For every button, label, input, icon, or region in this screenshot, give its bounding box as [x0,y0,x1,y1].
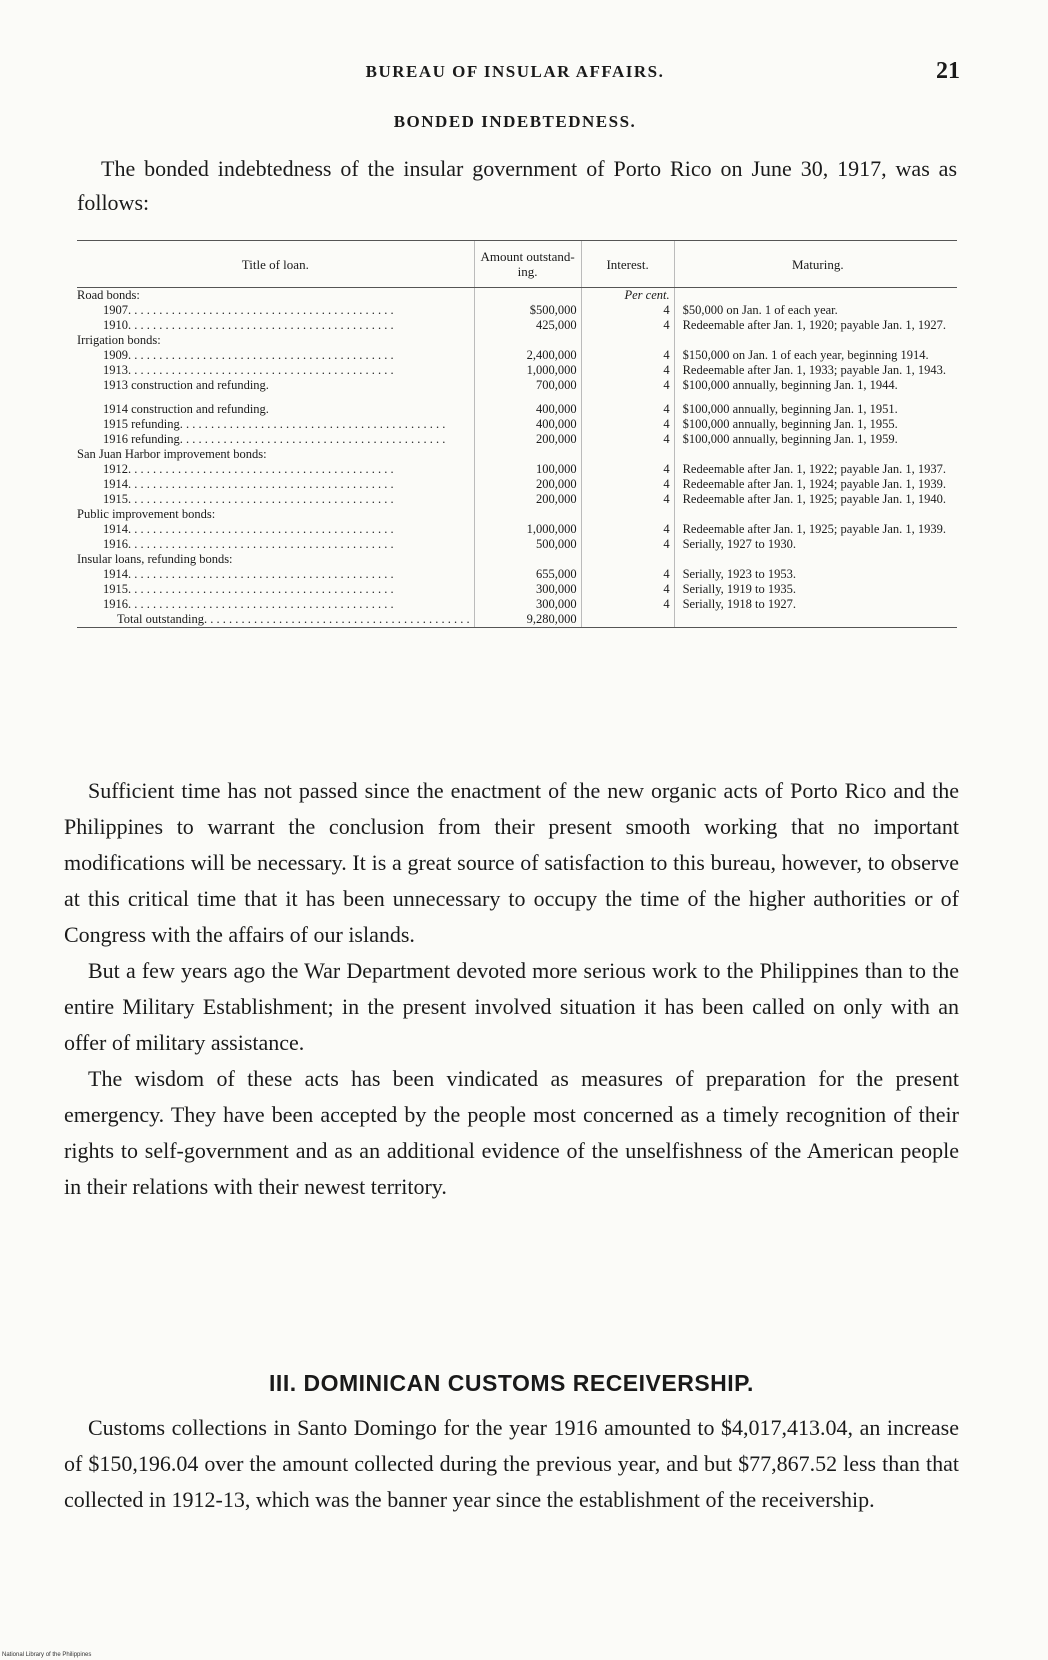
interest-cell: 4 [581,378,674,393]
amount-cell: 200,000 [474,477,581,492]
table-row [77,363,957,378]
maturing-cell: $100,000 annually, beginning Jan. 1, 1944. [674,378,957,393]
chapter-title: III. DOMINICAN CUSTOMS RECEIVERSHIP. [269,1370,754,1396]
maturing-cell: Redeemable after Jan. 1, 1920; payable Jan. 1, 1927. [674,318,957,333]
total-label: Total outstanding [117,612,204,626]
library-stamp: National Library of the Philippines [2,1652,92,1658]
group-label: Public improvement bonds: [77,507,216,521]
loan-title: 1916 refunding [103,432,180,446]
maturing-cell: $150,000 on Jan. 1 of each year, beginning 1914. [674,348,957,363]
table-row [77,582,957,597]
amount-cell: 200,000 [474,432,581,447]
amount-cell: 1,000,000 [474,363,581,378]
paragraph: The wisdom of these acts has been vindicated as measures of preparation for the present emergency. They have been accepted by the people most concerned as a timely recognition of their rights to self-government and as an additional evidence of the unselfishness of the American people in their relations with their newest territory. [64,1066,959,1199]
loan-title: 1914 construction and refunding. [103,402,269,416]
header-title-of-loan: Title of loan. [77,241,474,288]
interest-cell: 4 [581,582,674,597]
amount-cell: 200,000 [474,492,581,507]
amount-cell: 100,000 [474,462,581,477]
interest-cell: 4 [581,462,674,477]
group-row-road [77,288,957,304]
maturing-cell: $100,000 annually, beginning Jan. 1, 1951. [674,402,957,417]
table-row [77,348,957,363]
section-title: BONDED INDEBTEDNESS. [393,112,637,131]
loan-title: 1913 [103,363,128,377]
maturing-cell: Redeemable after Jan. 1, 1933; payable Jan. 1, 1943. [674,363,957,378]
loan-title: 1915 [103,492,128,506]
group-row-public-improvement [77,507,957,522]
maturing-cell: Redeemable after Jan. 1, 1925; payable Jan. 1, 1940. [674,492,957,507]
group-label: Irrigation bonds: [77,333,161,347]
running-title: BUREAU OF INSULAR AFFAIRS. [365,62,665,81]
amount-cell: 500,000 [474,537,581,552]
interest-cell: 4 [581,318,674,333]
table-row [77,303,957,318]
table-row [77,402,957,417]
customs-paragraph: Customs collections in Santo Domingo for the year 1916 amounted to $4,017,413.04, an increase of $150,196.04 over the amount collected during the previous year, and but $77,867.52 less than that collected in 1912-13, which was the banner year since the establishment of the receivership. [64,1415,959,1512]
maturing-cell: Serially, 1927 to 1930. [674,537,957,552]
table-row [77,537,957,552]
table-row [77,462,957,477]
maturing-cell: $100,000 annually, beginning Jan. 1, 1959. [674,432,957,447]
table-row [77,567,957,582]
interest-cell: 4 [581,402,674,417]
amount-cell: 655,000 [474,567,581,582]
page-number: 21 [936,58,960,84]
header-interest: Interest. [581,241,674,288]
interest-cell: 4 [581,303,674,318]
table-row [77,318,957,333]
bonded-indebtedness-table [77,240,957,628]
table-row [77,432,957,447]
amount-cell: 700,000 [474,378,581,393]
maturing-cell: Redeemable after Jan. 1, 1922; payable Jan. 1, 1937. [674,462,957,477]
table-row [77,417,957,432]
maturing-cell: $50,000 on Jan. 1 of each year. [674,303,957,318]
paragraph: But a few years ago the War Department devoted more serious work to the Philippines than to the entire Military Establishment; in the present involved situation it has been called on only with an offer of military assistance. [64,958,959,1055]
loan-title: 1915 [103,582,128,596]
percent-note: Per cent. [581,288,674,304]
maturing-cell: Serially, 1919 to 1935. [674,582,957,597]
loan-title: 1914 [103,567,128,581]
group-row-insular-loans [77,552,957,567]
loan-title: 1916 [103,537,128,551]
loan-title: 1914 [103,522,128,536]
body-text [64,773,959,1205]
amount-cell: 2,400,000 [474,348,581,363]
interest-cell: 4 [581,348,674,363]
interest-cell: 4 [581,567,674,582]
interest-cell: 4 [581,432,674,447]
table-row [77,597,957,612]
amount-cell: $500,000 [474,303,581,318]
amount-cell: 425,000 [474,318,581,333]
total-row [77,612,957,628]
maturing-cell: Redeemable after Jan. 1, 1925; payable Jan. 1, 1939. [674,522,957,537]
interest-cell: 4 [581,492,674,507]
interest-cell: 4 [581,537,674,552]
intro-paragraph: The bonded indebtedness of the insular government of Porto Rico on June 30, 1917, was as follows: [77,156,957,215]
maturing-cell: Serially, 1918 to 1927. [674,597,957,612]
table-header-row [77,241,957,288]
loan-title: 1907 [103,303,128,317]
loan-title: 1914 [103,477,128,491]
header-amount-outstanding: Amount outstand-ing. [474,241,581,288]
loan-title: 1912 [103,462,128,476]
interest-cell: 4 [581,522,674,537]
header-maturing: Maturing. [674,241,957,288]
table-row [77,378,957,393]
interest-cell: 4 [581,597,674,612]
amount-cell: 300,000 [474,597,581,612]
maturing-cell: Serially, 1923 to 1953. [674,567,957,582]
group-label: Road bonds: [77,288,140,302]
total-amount: 9,280,000 [474,612,581,628]
loan-title: 1910 [103,318,128,332]
maturing-cell: $100,000 annually, beginning Jan. 1, 1955. [674,417,957,432]
table-row [77,492,957,507]
loan-title: 1909 [103,348,128,362]
amount-cell: 300,000 [474,582,581,597]
bonded-indebtedness-table-wrap [77,240,957,628]
group-row-irrigation [77,333,957,348]
group-label: Insular loans, refunding bonds: [77,552,233,566]
table-row [77,522,957,537]
loan-title: 1915 refunding [103,417,180,431]
group-label: San Juan Harbor improvement bonds: [77,447,267,461]
maturing-cell: Redeemable after Jan. 1, 1924; payable Jan. 1, 1939. [674,477,957,492]
interest-cell: 4 [581,363,674,378]
group-row-san-juan [77,447,957,462]
interest-cell: 4 [581,477,674,492]
amount-cell: 400,000 [474,417,581,432]
loan-title: 1916 [103,597,128,611]
amount-cell: 1,000,000 [474,522,581,537]
running-header [70,58,960,88]
table-row [77,477,957,492]
paragraph: Sufficient time has not passed since the enactment of the new organic acts of Porto Rico and the Philippines to warrant the conclusion from their present smooth working that no important modifications will be necessary. It is a great source of satisfaction to this bureau, however, to observe at this critical time that it has been unnecessary to occupy the time of the higher authorities or of Congress with the affairs of our islands. [64,778,959,947]
loan-title: 1913 construction and refunding. [103,378,269,392]
amount-cell: 400,000 [474,402,581,417]
interest-cell: 4 [581,417,674,432]
